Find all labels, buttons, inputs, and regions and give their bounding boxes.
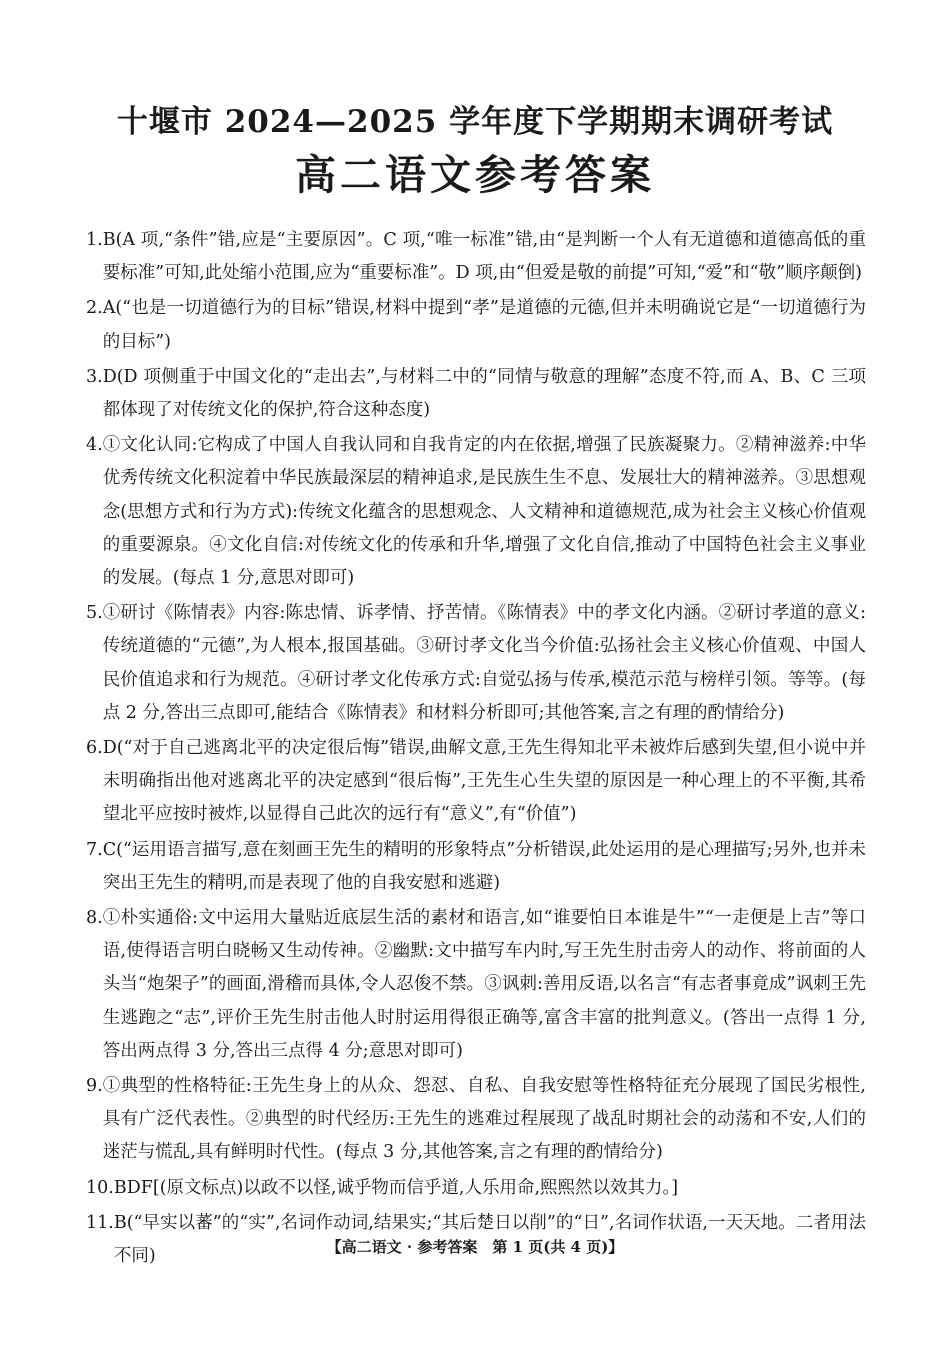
answer-text: D(“对于自己逃离北平的决定很后悔”错误,曲解文意,王先生得知北平未被炸后感到失望,但小说中并未明确指出他对逃离北平的决定感到“很后悔”,王先生心生失望的原因是一种心理上的不平衡,其希望北平应按时被炸,以显得自己此次的远行有“意义”,有“价值”): [102, 738, 866, 825]
answer-item-2: [86, 292, 866, 358]
answer-number: 9.: [86, 1076, 103, 1097]
answer-number: 11.: [86, 1212, 114, 1233]
answer-item-8: [86, 902, 866, 1068]
answer-item-9: [86, 1070, 866, 1170]
answer-number: 7.: [86, 839, 103, 860]
answer-number: 10.: [86, 1177, 114, 1198]
answer-item-1: [86, 224, 866, 290]
answer-item-6: [86, 732, 866, 832]
answer-number: 8.: [86, 908, 103, 929]
answer-text: A(“也是一切道德行为的目标”错误,材料中提到“孝”是道德的元德,但并未明确说它是“一切道德行为的目标”): [102, 298, 866, 352]
answer-number: 3.: [86, 366, 103, 387]
answer-number: 5.: [86, 603, 103, 624]
answer-text: ①文化认同:它构成了中国人自我认同和自我肯定的内在依据,增强了民族凝聚力。②精神滋养:中华优秀传统文化积淀着中华民族最深层的精神追求,是民族生生不息、发展壮大的精神滋养。③思想观念(思想方式和行为方式):传统文化蕴含的思想观念、人文精神和道德规范,成为社会主义核心价值观的重要源泉。④文化自信:对传统文化的传承和升华,增强了文化自信,推动了中国特色社会主义事业的发展。(每点 1 分,意思对即可): [102, 435, 866, 589]
exam-title: 十堰市 2024—2025 学年度下学期期末调研考试: [116, 104, 834, 140]
answer-number: 4.: [86, 435, 103, 456]
answer-item-5: [86, 597, 866, 730]
answer-text: BDF[(原文标点)以政不以怪,诚乎物而信乎道,人乐用命,熙熙然以效其力。]: [113, 1177, 679, 1198]
page-footer: 【高二语文 · 参考答案 第 1 页(共 4 页)】: [326, 1238, 624, 1256]
answer-item-3: [86, 361, 866, 427]
answer-text: ①朴实通俗:文中运用大量贴近底层生活的素材和语言,如“谁要怕日本谁是牛”“一走便是上吉”等口语,使得语言明白晓畅又生动传神。②幽默:文中描写车内时,写王先生肘击旁人的动作、将前面的人头当“炮架子”的画面,滑稽而具体,令人忍俊不禁。③讽刺:善用反语,以名言“有志者事竟成”讽刺王先生逃跑之“志”,评价王先生肘击他人时肘运用得很正确等,富含丰富的批判意义。(答出一点得 1 分,答出两点得 3 分,答出三点得 4 分;意思对即可): [102, 908, 866, 1061]
answer-number: 2.: [86, 298, 103, 319]
answer-text: ①研讨《陈情表》内容:陈忠情、诉孝情、抒苦情。《陈情表》中的孝文化内涵。②研讨孝道的意义:传统道德的“元德”,为人根本,报国基础。③研讨孝文化当今价值:弘扬社会主义核心价值观、中国人民价值追求和行为规范。④研讨孝文化传承方式:自觉弘扬与传承,模范示范与榜样引领。等等。(每点 2 分,答出三点即可,能结合《陈情表》和材料分析即可;其他答案,言之有理的酌情给分): [102, 603, 866, 723]
answer-text: C(“运用语言描写,意在刻画王先生的精明的形象特点”分析错误,此处运用的是心理描写;另外,也并未突出王先生的精明,而是表现了他的自我安慰和逃避): [102, 839, 866, 893]
answer-list: [86, 224, 866, 1275]
answer-number: 6.: [86, 738, 103, 759]
answer-text: B(“早实以蕃”的“实”,名词作动词,结果实;“其后楚日以削”的“日”,名词作状语,一天天地。二者用法不同): [113, 1212, 866, 1267]
answer-text: ①典型的性格特征:王先生身上的从众、怨怼、自私、自我安慰等性格特征充分展现了国民劣根性,具有广泛代表性。②典型的时代经历:王先生的逃难过程展现了战乱时期社会的动荡和不安,人们的迷茫与慌乱,具有鲜明时代性。(每点 3 分,其他答案,言之有理的酌情给分): [102, 1076, 866, 1163]
answer-text: B(A 项,“条件”错,应是“主要原因”。C 项,“唯一标准”错,由“是判断一个人有无道德和道德高低的重要标准”可知,此处缩小范围,应为“重要标准”。D 项,由“但爱是敬的前提”可知,“爱”和“敬”顺序颠倒): [102, 230, 866, 284]
answer-item-4: [86, 429, 866, 595]
answer-number: 1.: [86, 230, 103, 250]
document-subtitle: 高二语文参考答案: [295, 151, 655, 199]
answer-text: D(D 项侧重于中国文化的“走出去”,与材料二中的“同情与敬意的理解”态度不符,而 A、B、C 三项都体现了对传统文化的保护,符合这种态度): [102, 366, 866, 421]
answer-item-10: [86, 1172, 866, 1205]
answer-item-7: [86, 834, 866, 900]
